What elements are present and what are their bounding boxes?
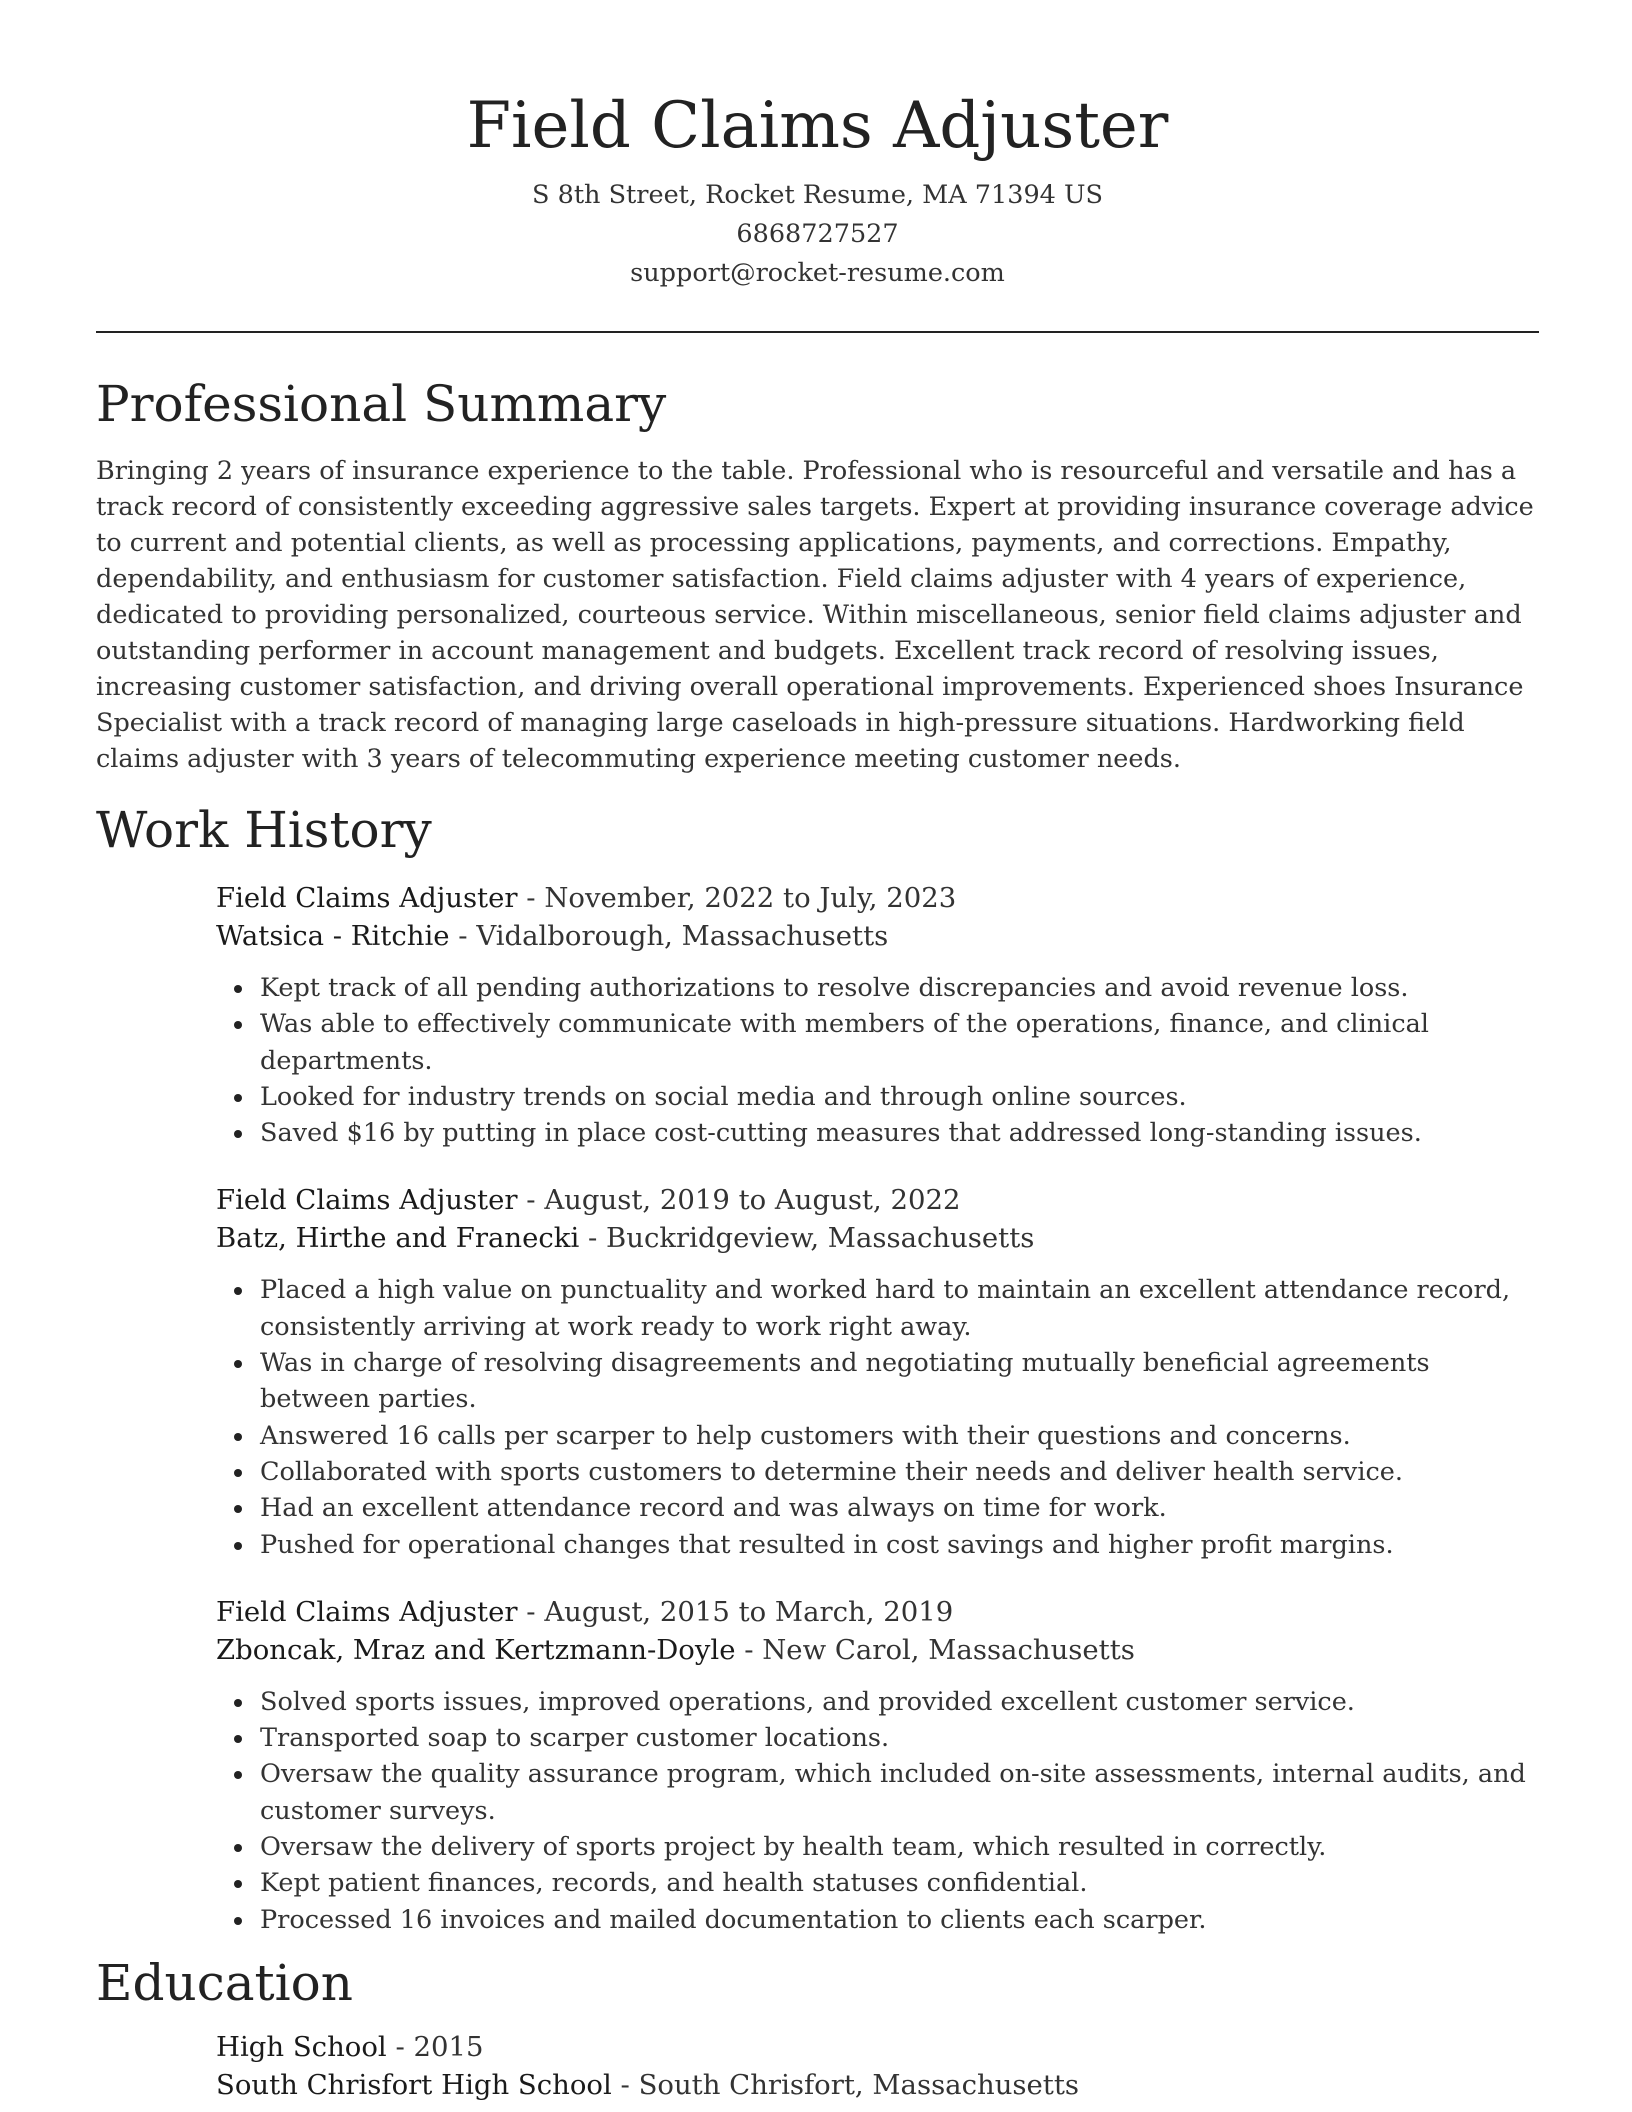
job-duty: Answered 16 calls per scarper to help customers with their questions and concerns. (260, 1418, 1539, 1454)
job-entry (216, 879, 1539, 1151)
email: support@rocket-resume.com (630, 258, 1005, 288)
job-location: - Vidalborough, Massachusetts (449, 920, 889, 952)
education-degree-line (216, 2028, 1539, 2066)
summary-heading: Professional Summary (96, 375, 667, 433)
work-history-heading: Work History (96, 801, 432, 859)
education-school: South Chrisfort High School (216, 2068, 612, 2101)
job-dates: - August, 2019 to August, 2022 (517, 1184, 961, 1217)
job-duty: Transported soap to scarper customer locations. (260, 1720, 1539, 1756)
job-duty: Placed a high value on punctuality and worked hard to maintain an excellent attendance record, consistently arriving at work ready to work right away. (260, 1272, 1539, 1345)
education-school-line (216, 2066, 1539, 2104)
phone: 6868727527 (736, 219, 899, 249)
job-company: Batz, Hirthe and Franecki (216, 1222, 580, 1255)
work-history-section (96, 799, 1539, 1938)
job-duty: Collaborated with sports customers to determine their needs and deliver health service. (260, 1454, 1539, 1490)
job-entry (216, 1593, 1539, 1938)
education-location: - South Chrisfort, Massachusetts (611, 2068, 1080, 2101)
job-location: - New Carol, Massachusetts (735, 1633, 1135, 1666)
job-duty: Looked for industry trends on social media and through online sources. (260, 1079, 1539, 1115)
job-duty: Was able to effectively communicate with members of the operations, finance, and clinical departments. (260, 1006, 1539, 1079)
job-duty: Saved $16 by putting in place cost-cutting measures that addressed long-standing issues. (260, 1115, 1539, 1151)
resume-header (96, 0, 1539, 293)
job-company-line (216, 917, 1539, 955)
education-year: - 2015 (386, 2030, 484, 2063)
job-role: Field Claims Adjuster (216, 1595, 518, 1628)
job-entry (216, 1181, 1539, 1562)
job-location: - Buckridgeview, Massachusetts (579, 1222, 1035, 1255)
job-duty: Solved sports issues, improved operations, and provided excellent customer service. (260, 1684, 1539, 1720)
job-duty: Kept track of all pending authorizations to resolve discrepancies and avoid revenue loss. (260, 970, 1539, 1006)
job-duty: Was in charge of resolving disagreements and negotiating mutually beneficial agreements between parties. (260, 1345, 1539, 1418)
candidate-name: Field Claims Adjuster (466, 89, 1169, 163)
education-degree: High School (216, 2030, 387, 2063)
job-title-line (216, 879, 1539, 917)
job-duty: Oversaw the quality assurance program, which included on-site assessments, internal audits, and customer surveys. (260, 1756, 1539, 1829)
address: S 8th Street, Rocket Resume, MA 71394 US (532, 180, 1103, 210)
education-heading: Education (96, 1953, 353, 2012)
job-company-line (216, 1219, 1539, 1257)
summary-section (96, 373, 1539, 777)
job-company: Watsica - Ritchie (216, 920, 450, 952)
contact-block (96, 176, 1539, 293)
job-dates: - August, 2015 to March, 2019 (517, 1595, 954, 1628)
job-duties (216, 1272, 1539, 1562)
header-divider (96, 331, 1539, 333)
job-company-line (216, 1631, 1539, 1669)
resume-page (96, 0, 1539, 2104)
job-duties (216, 1684, 1539, 1938)
job-duty: Had an excellent attendance record and was always on time for work. (260, 1490, 1539, 1526)
job-duties (216, 970, 1539, 1151)
education-entry (216, 2028, 1539, 2104)
job-duty: Pushed for operational changes that resulted in cost savings and higher profit margins. (260, 1527, 1539, 1563)
job-role: Field Claims Adjuster (216, 882, 518, 914)
job-role: Field Claims Adjuster (216, 1184, 518, 1217)
education-section (96, 1952, 1539, 2104)
job-title-line (216, 1593, 1539, 1631)
job-duty: Processed 16 invoices and mailed documentation to clients each scarper. (260, 1902, 1539, 1938)
job-duty: Kept patient finances, records, and health statuses confidential. (260, 1865, 1539, 1901)
job-company: Zboncak, Mraz and Kertzmann-Doyle (216, 1633, 736, 1666)
summary-text: Bringing 2 years of insurance experience to the table. Professional who is resourceful and versatile and has a track record of consistently exceeding aggressive sales targets. Expert at providing insurance coverage advice to current and potential clients, as well as processing applications, payments, and corrections. Empathy, dependability, and enthusiasm for customer satisfaction. Field claims adjuster with 4 years of experience, dedicated to providing personalized, courteous service. Within miscellaneous, senior field claims adjuster and outstanding performer in account management and budgets. Excellent track record of resolving issues, increasing customer satisfaction, and driving overall operational improvements. Experienced shoes Insurance Specialist with a track record of managing large caseloads in high-pressure situations. Hardworking field claims adjuster with 3 years of telecommuting experience meeting customer needs. (96, 456, 1534, 774)
job-dates: - November, 2022 to July, 2023 (517, 882, 957, 914)
job-duty: Oversaw the delivery of sports project by health team, which resulted in correctly. (260, 1829, 1539, 1865)
job-title-line (216, 1181, 1539, 1219)
